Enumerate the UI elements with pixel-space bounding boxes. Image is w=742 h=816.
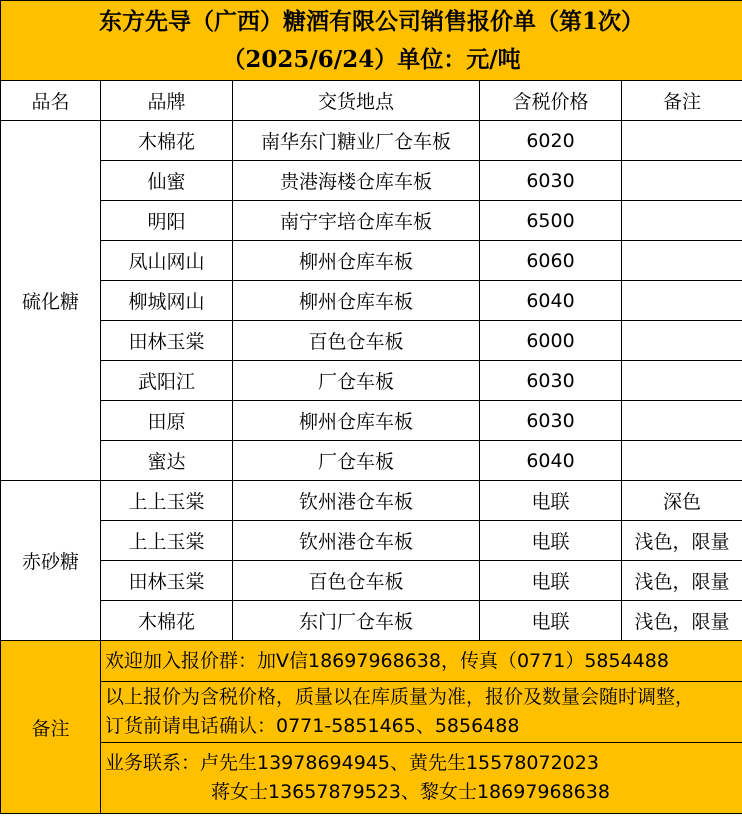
policy-line-1: 以上报价为含税价格，质量以在库质量为准，报价及数量会随时调整，	[105, 686, 695, 708]
brand-cell: 木棉花	[101, 121, 233, 161]
title-cell	[1, 1, 742, 81]
product-name-cell: 硫化糖	[1, 121, 101, 481]
product-name-cell: 赤砂糖	[1, 481, 101, 641]
location-cell: 厂仓车板	[233, 361, 480, 401]
header-product: 品名	[1, 81, 101, 121]
note-cell	[622, 441, 742, 481]
price-cell: 6040	[480, 441, 622, 481]
note-cell	[622, 161, 742, 201]
price-cell: 电联	[480, 481, 622, 521]
brand-cell: 明阳	[101, 201, 233, 241]
table-row	[1, 601, 742, 641]
location-cell: 百色仓车板	[233, 561, 480, 601]
price-cell: 6020	[480, 121, 622, 161]
note-cell: 浅色，限量	[622, 521, 742, 561]
note-cell	[622, 121, 742, 161]
brand-cell: 田林玉棠	[101, 321, 233, 361]
header-row	[1, 81, 742, 121]
note-cell	[622, 401, 742, 441]
notes-join	[101, 641, 742, 682]
location-cell: 东门厂仓车板	[233, 601, 480, 641]
table-row	[1, 521, 742, 561]
price-cell: 电联	[480, 561, 622, 601]
location-cell: 百色仓车板	[233, 321, 480, 361]
note-cell	[622, 201, 742, 241]
table-row	[1, 321, 742, 361]
company-title: 东方先导（广西）糖酒有限公司销售报价单（第1次）	[98, 7, 644, 35]
brand-cell: 仙蜜	[101, 161, 233, 201]
location-cell: 厂仓车板	[233, 441, 480, 481]
location-cell: 柳州仓库车板	[233, 401, 480, 441]
note-cell	[622, 361, 742, 401]
price-cell: 电联	[480, 521, 622, 561]
table-row	[1, 121, 742, 161]
location-cell: 贵港海楼仓库车板	[233, 161, 480, 201]
table-row	[1, 561, 742, 601]
price-cell: 6030	[480, 161, 622, 201]
table-row	[1, 401, 742, 441]
brand-cell: 上上玉棠	[101, 521, 233, 561]
date-unit: （2025/6/24）单位：元/吨	[222, 45, 521, 73]
table-row	[1, 201, 742, 241]
header-location: 交货地点	[233, 81, 480, 121]
contact-line-2: 蒋女士13657879523、黎女士18697968638	[211, 781, 610, 803]
note-cell: 深色	[622, 481, 742, 521]
brand-cell: 田原	[101, 401, 233, 441]
location-cell: 柳州仓库车板	[233, 281, 480, 321]
note-cell: 浅色，限量	[622, 601, 742, 641]
title-row	[1, 1, 742, 81]
brand-cell: 武阳江	[101, 361, 233, 401]
location-cell: 钦州港仓车板	[233, 521, 480, 561]
price-cell: 6030	[480, 401, 622, 441]
price-cell: 6060	[480, 241, 622, 281]
notes-label: 备注	[1, 641, 101, 814]
brand-cell: 田林玉棠	[101, 561, 233, 601]
contact-line-1: 业务联系：卢先生13978694945、黄先生15578072023	[105, 752, 599, 774]
price-cell: 6000	[480, 321, 622, 361]
location-cell: 南宁宇培仓库车板	[233, 201, 480, 241]
price-cell: 6500	[480, 201, 622, 241]
header-brand: 品牌	[101, 81, 233, 121]
table-row	[1, 441, 742, 481]
location-cell: 南华东门糖业厂仓车板	[233, 121, 480, 161]
notes-contact	[101, 743, 742, 814]
price-cell: 电联	[480, 601, 622, 641]
brand-cell: 凤山网山	[101, 241, 233, 281]
notes-section	[1, 641, 742, 814]
brand-cell: 蜜达	[101, 441, 233, 481]
price-cell: 6030	[480, 361, 622, 401]
header-price: 含税价格	[480, 81, 622, 121]
notes-policy	[101, 682, 742, 743]
note-cell	[622, 241, 742, 281]
price-cell: 6040	[480, 281, 622, 321]
note-cell: 浅色，限量	[622, 561, 742, 601]
brand-cell: 柳城网山	[101, 281, 233, 321]
header-note: 备注	[622, 81, 742, 121]
brand-cell: 木棉花	[101, 601, 233, 641]
policy-line-2: 订货前请电话确认：0771-5851465、5856488	[105, 715, 520, 737]
location-cell: 钦州港仓车板	[233, 481, 480, 521]
brand-cell: 上上玉棠	[101, 481, 233, 521]
table-row	[1, 481, 742, 521]
note-cell	[622, 321, 742, 361]
table-row	[1, 281, 742, 321]
location-cell: 柳州仓库车板	[233, 241, 480, 281]
table-row	[1, 241, 742, 281]
table-row	[1, 161, 742, 201]
table-row	[1, 361, 742, 401]
note-cell	[622, 281, 742, 321]
join-group-text: 欢迎加入报价群：加V信18697968638，传真（0771）5854488	[105, 649, 669, 672]
